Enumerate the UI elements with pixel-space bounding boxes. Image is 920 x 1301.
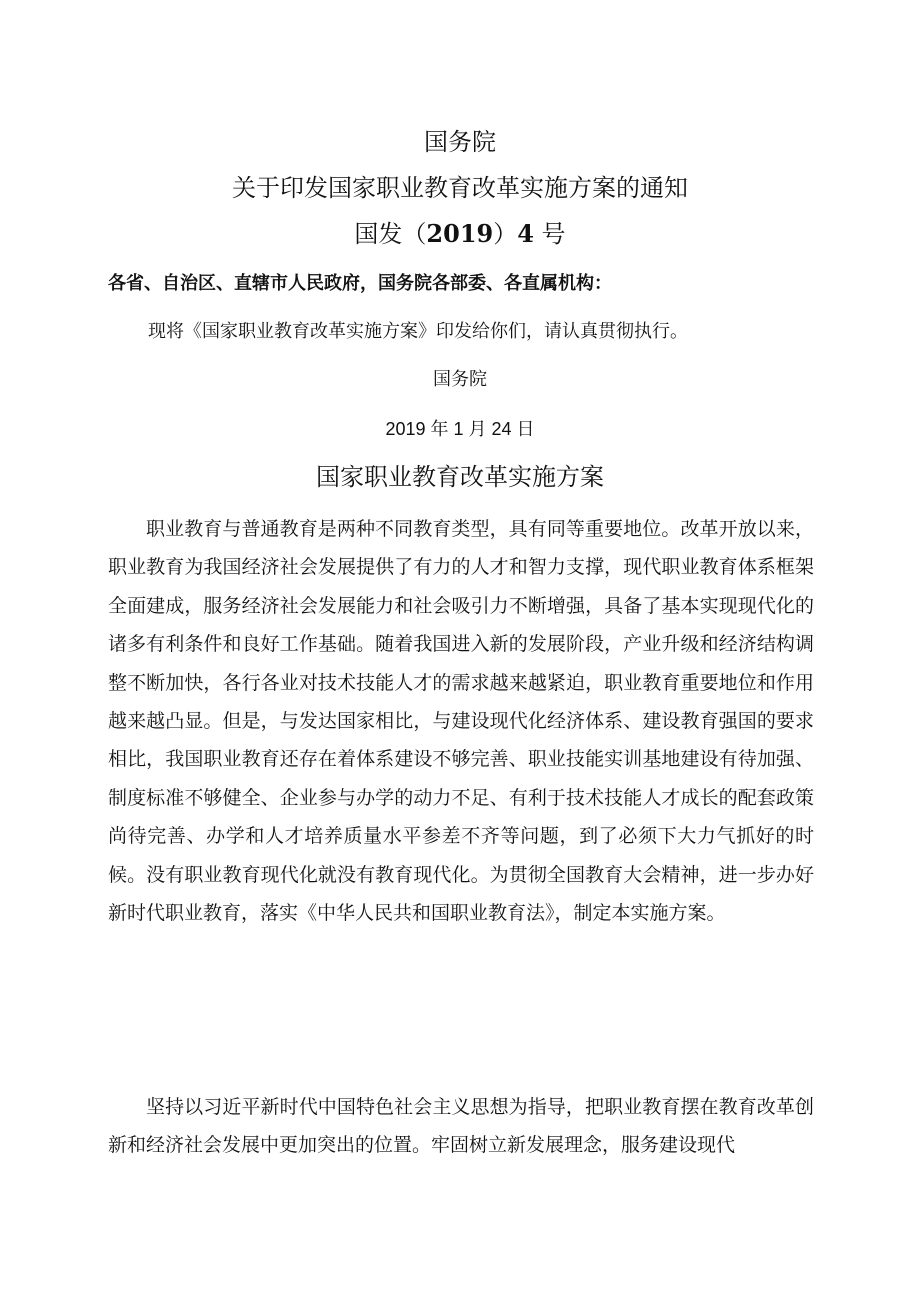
document-title: 关于印发国家职业教育改革实施方案的通知 bbox=[232, 174, 688, 202]
doc-number-close: ） bbox=[493, 220, 518, 248]
body-paragraph-1: 职业教育与普通教育是两种不同教育类型，具有同等重要地位。改革开放以来，职业教育为我国经济社会发展提供了有力的人才和智力支撑，现代职业教育体系框架全面建成，服务经济社会发展能力和社会吸引力不断增强，具备了基本实现现代化的诸多有利条件和良好工作基础。随着我国进入新的发展阶段，产业升级和经济结构调整不断加快，各行各业对技术技能人才的需求越来越紧迫，职业教育重要地位和作用越来越凸显。但是，与发达国家相比，与建设现代化经济体系、建设教育强国的要求相比，我国职业教育还存在着体系建设不够完善、职业技能实训基地建设有待加强、制度标准不够健全、企业参与办学的动力不足、有利于技术技能人才成长的配套政策尚待完善、办学和人才培养质量水平参差不齐等问题，到了必须下大力气抓好的时候。没有职业教育现代化就没有教育现代化。为贯彻全国教育大会精神，进一步办好新时代职业教育，落实《中华人民共和国职业教育法》，制定本实施方案。 bbox=[108, 518, 814, 925]
notice-body: 现将《国家职业教育改革实施方案》印发给你们，请认真贯彻执行。 bbox=[148, 321, 688, 342]
body-paragraph-2: 坚持以习近平新时代中国特色社会主义思想为指导，把职业教育摆在教育改革创新和经济社会发展中更加突出的位置。牢固树立新发展理念，服务建设现代 bbox=[108, 1096, 814, 1157]
document-number bbox=[0, 219, 920, 249]
doc-number-year: 2019 bbox=[426, 219, 494, 248]
plan-title: 国家职业教育改革实施方案 bbox=[316, 463, 604, 491]
signer: 国务院 bbox=[433, 369, 487, 390]
doc-number-suffix: 号 bbox=[533, 220, 566, 248]
issuer-heading: 国务院 bbox=[424, 128, 496, 156]
addressee-line: 各省、自治区、直辖市人民政府，国务院各部委、各直属机构： bbox=[108, 273, 612, 294]
doc-number-prefix: 国发（ bbox=[354, 220, 427, 248]
doc-number-index: 4 bbox=[517, 219, 534, 248]
issue-date: 2019 年 1 月 24 日 bbox=[385, 419, 535, 439]
